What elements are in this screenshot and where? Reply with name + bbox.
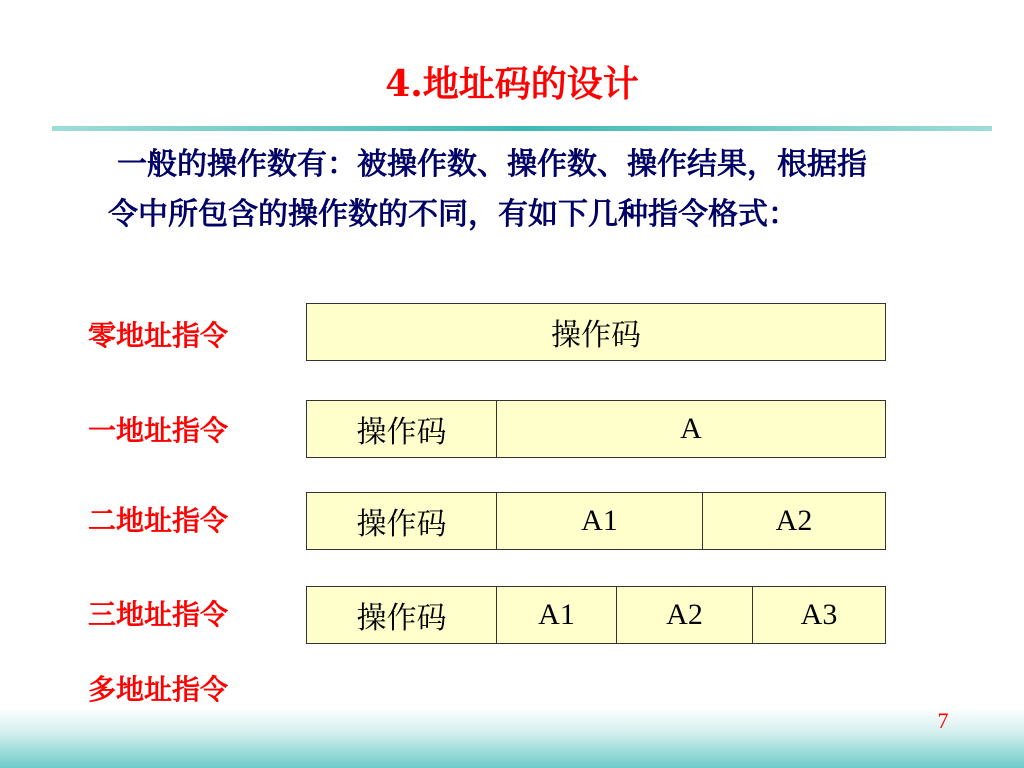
field-opcode: 操作码: [356, 508, 447, 541]
field-opcode: 操作码: [356, 602, 447, 635]
label-two-address: 二地址指令: [88, 504, 229, 537]
page-number: 7: [937, 708, 949, 733]
format-box-two-address: [306, 492, 886, 550]
field-address-a2: A2: [702, 493, 885, 549]
field-opcode: 操作码: [551, 319, 641, 352]
field-address-a3: A3: [752, 587, 885, 643]
footer-band: [0, 708, 1024, 768]
label-multi-address: 多地址指令: [88, 673, 229, 706]
field-address-a1: A1: [496, 493, 702, 549]
slide-title: 4.地址码的设计: [385, 63, 639, 105]
format-box-zero-address: [306, 303, 886, 361]
label-zero-address: 零地址指令: [88, 319, 229, 352]
field-address-a1: A1: [496, 587, 616, 643]
intro-paragraph: 一般的操作数有：被操作数、操作数、操作结果，根据指令中所包含的操作数的不同，有如下几种指令格式：: [108, 147, 867, 232]
label-one-address: 一地址指令: [88, 414, 229, 447]
title-divider: [52, 126, 992, 131]
field-address-a: A: [496, 401, 885, 457]
field-opcode: 操作码: [356, 416, 447, 449]
field-address-a2: A2: [616, 587, 752, 643]
format-box-one-address: [306, 400, 886, 458]
format-box-three-address: [306, 586, 886, 644]
label-three-address: 三地址指令: [88, 598, 229, 631]
